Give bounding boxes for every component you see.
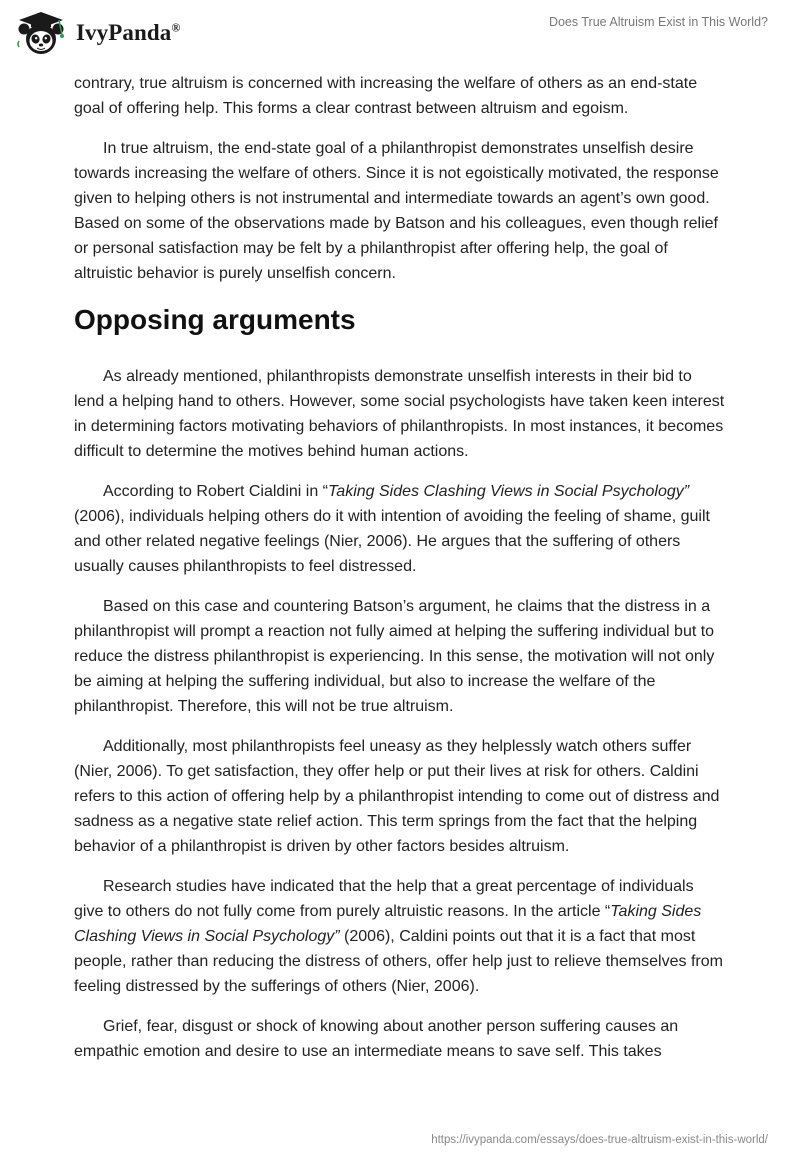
ivypanda-logo[interactable] bbox=[16, 10, 180, 56]
paragraph: According to Robert Cialdini in “Taking Sides Clashing Views in Social Psychology” (2006), individuals helping others do it with intention of avoiding the feeling of shame, guilt and other related negative feelings (Nier, 2006). He argues that the suffering of others usually causes philanthropists to feel distressed. bbox=[74, 483, 710, 575]
paragraph: Additionally, most philanthropists feel uneasy as they helplessly watch others suffer (Nier, 2006). To get satisfaction, they offer help or put their lives at risk for others. Caldini refers to this action of offering help by a philanthropist intending to come out of distress and sadness as a negative state relief action. This term springs from the fact that the helping behavior of a philanthropist is driven by other factors besides altruism. bbox=[74, 738, 720, 855]
paragraph: As already mentioned, philanthropists demonstrate unselfish interests in their bid to lend a helping hand to others. However, some social psychologists have taken keen interest in determining factors motivating behaviors of philanthropists. In most instances, it becomes difficult to determine the motives behind human actions. bbox=[74, 368, 725, 460]
book-title: Taking Sides Clashing Views in Social Psychology” bbox=[74, 903, 702, 945]
section-heading: Opposing arguments bbox=[74, 304, 356, 335]
document-title: Does True Altruism Exist in This World? bbox=[548, 15, 768, 29]
essay-content bbox=[74, 71, 726, 1079]
paragraph: Based on this case and countering Batson’s argument, he claims that the distress in a philanthropist will prompt a reaction not fully aimed at helping the suffering individual but to reduce the distress philanthropist is experiencing. In this sense, the motivation will not only be aiming at helping the suffering individual, but also to increase the welfare of the philanthropist. Therefore, this will not be true altruism. bbox=[74, 598, 715, 715]
book-title: Taking Sides Clashing Views in Social Psychology” bbox=[328, 483, 690, 500]
brand-name: IvyPanda® bbox=[76, 20, 181, 45]
paragraph: contrary, true altruism is concerned with increasing the welfare of others as an end-state goal of offering help. This forms a clear contrast between altruism and egoism. bbox=[74, 75, 698, 117]
page-header bbox=[0, 0, 800, 70]
paragraph: Grief, fear, disgust or shock of knowing about another person suffering causes an empathic emotion and desire to use an intermediate means to save self. This takes bbox=[74, 1018, 679, 1060]
paragraph: In true altruism, the end-state goal of a philanthropist demonstrates unselfish desire towards increasing the welfare of others. Since it is not egoistically motivated, the response given to helping others is not instrumental and intermediate towards an agent’s own good. Based on some of the observations made by Batson and his colleagues, even though relief or personal satisfaction may be felt by a philanthropist after offering help, the goal of altruistic behavior is purely unselfish concern. bbox=[74, 140, 719, 282]
panda-graduation-cap-icon bbox=[16, 10, 72, 56]
footer-url[interactable]: https://ivypanda.com/essays/does-true-altruism-exist-in-this-world/ bbox=[431, 1134, 768, 1146]
paragraph: Research studies have indicated that the help that a great percentage of individuals give to others do not fully come from purely altruistic reasons. In the article “Taking Sides Clashing Views in Social Psychology” (2006), Caldini points out that it is a fact that most people, rather than reducing the distress of others, offer help just to relieve themselves from feeling distressed by the sufferings of others (Nier, 2006). bbox=[74, 878, 723, 995]
